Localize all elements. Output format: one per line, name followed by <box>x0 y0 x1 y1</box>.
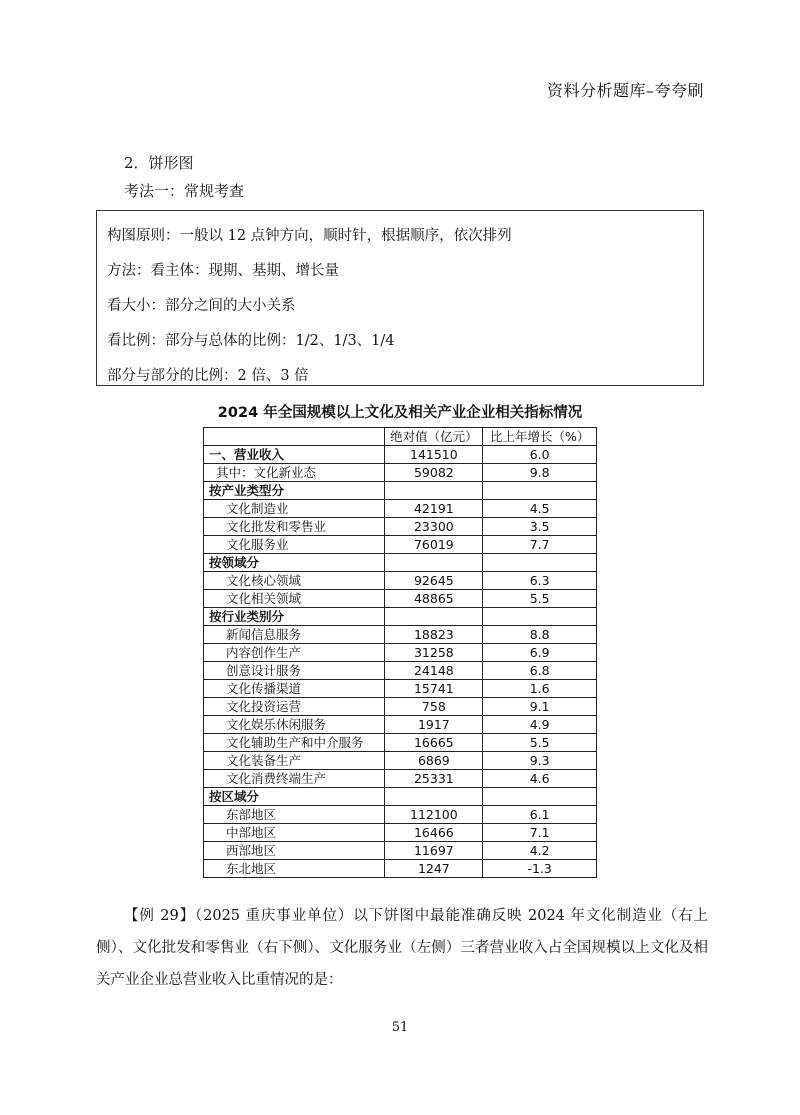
value-cell <box>385 788 483 806</box>
row-label-cell: 按区域分 <box>204 788 385 806</box>
growth-cell: 4.9 <box>483 716 597 734</box>
header-cell: 比上年增长（%） <box>483 428 597 446</box>
page-number: 51 <box>391 1020 409 1035</box>
table-row <box>204 536 597 554</box>
row-label-cell: 东北地区 <box>204 860 385 878</box>
value-cell: 112100 <box>385 806 483 824</box>
table-row <box>204 590 597 608</box>
row-label-cell: 西部地区 <box>204 842 385 860</box>
growth-cell: 6.1 <box>483 806 597 824</box>
value-cell: 15741 <box>385 680 483 698</box>
growth-cell: 5.5 <box>483 734 597 752</box>
header-title: 资料分析题库–夸夸刷 <box>546 81 704 100</box>
box-line: 方法：看主体：现期、基期、增长量 <box>107 263 339 279</box>
growth-cell: 7.7 <box>483 536 597 554</box>
row-label-cell: 按行业类别分 <box>204 608 385 626</box>
row-label-cell: 文化批发和零售业 <box>204 518 385 536</box>
table-row <box>204 842 597 860</box>
table-row <box>204 734 597 752</box>
growth-cell: 9.8 <box>483 464 597 482</box>
growth-cell: 7.1 <box>483 824 597 842</box>
box-line: 看大小：部分之间的大小关系 <box>107 298 296 314</box>
row-label-cell: 东部地区 <box>204 806 385 824</box>
growth-cell: 6.9 <box>483 644 597 662</box>
table-row <box>204 554 597 572</box>
table-row <box>204 752 597 770</box>
table-row <box>204 446 597 464</box>
table-row <box>204 572 597 590</box>
row-label-cell: 文化传播渠道 <box>204 680 385 698</box>
growth-cell <box>483 554 597 572</box>
row-label-cell: 内容创作生产 <box>204 644 385 662</box>
row-label-cell: 一、营业收入 <box>204 446 385 464</box>
growth-cell: 5.5 <box>483 590 597 608</box>
method-box <box>96 210 704 386</box>
header-cell <box>204 428 385 446</box>
table-header-row <box>204 428 597 446</box>
growth-cell: -1.3 <box>483 860 597 878</box>
growth-cell: 6.0 <box>483 446 597 464</box>
row-label-cell: 文化相关领域 <box>204 590 385 608</box>
row-label-cell: 文化制造业 <box>204 500 385 518</box>
row-label-cell: 文化核心领域 <box>204 572 385 590</box>
method-heading: 考法一：常规考查 <box>124 182 245 200</box>
table-row <box>204 806 597 824</box>
row-label-cell: 中部地区 <box>204 824 385 842</box>
growth-cell <box>483 608 597 626</box>
row-label-cell: 其中：文化新业态 <box>204 464 385 482</box>
value-cell: 23300 <box>385 518 483 536</box>
value-cell: 18823 <box>385 626 483 644</box>
value-cell: 48865 <box>385 590 483 608</box>
value-cell: 31258 <box>385 644 483 662</box>
value-cell: 59082 <box>385 464 483 482</box>
growth-cell: 4.6 <box>483 770 597 788</box>
growth-cell: 9.1 <box>483 698 597 716</box>
table-row <box>204 824 597 842</box>
table-row <box>204 680 597 698</box>
table-row <box>204 644 597 662</box>
value-cell <box>385 608 483 626</box>
value-cell: 141510 <box>385 446 483 464</box>
value-cell: 16665 <box>385 734 483 752</box>
row-label-cell: 文化消费终端生产 <box>204 770 385 788</box>
box-line: 部分与部分的比例：2 倍、3 倍 <box>107 368 309 384</box>
growth-cell: 4.5 <box>483 500 597 518</box>
row-label-cell: 文化装备生产 <box>204 752 385 770</box>
growth-cell: 1.6 <box>483 680 597 698</box>
table-row <box>204 464 597 482</box>
table-row <box>204 860 597 878</box>
growth-cell: 8.8 <box>483 626 597 644</box>
value-cell: 92645 <box>385 572 483 590</box>
row-label-cell: 文化服务业 <box>204 536 385 554</box>
value-cell <box>385 554 483 572</box>
header-cell: 绝对值（亿元） <box>385 428 483 446</box>
table-row <box>204 482 597 500</box>
growth-cell: 3.5 <box>483 518 597 536</box>
value-cell: 16466 <box>385 824 483 842</box>
growth-cell: 9.3 <box>483 752 597 770</box>
growth-cell: 4.2 <box>483 842 597 860</box>
row-label-cell: 文化娱乐休闲服务 <box>204 716 385 734</box>
value-cell: 25331 <box>385 770 483 788</box>
growth-cell: 6.3 <box>483 572 597 590</box>
growth-cell: 6.8 <box>483 662 597 680</box>
value-cell: 76019 <box>385 536 483 554</box>
growth-cell <box>483 482 597 500</box>
box-line: 构图原则：一般以 12 点钟方向，顺时针，根据顺序，依次排列 <box>107 228 512 244</box>
table-row <box>204 716 597 734</box>
row-label-cell: 按产业类型分 <box>204 482 385 500</box>
section-title: 2．饼形图 <box>124 154 194 172</box>
row-label-cell: 新闻信息服务 <box>204 626 385 644</box>
row-label-cell: 创意设计服务 <box>204 662 385 680</box>
table-row <box>204 770 597 788</box>
value-cell: 1917 <box>385 716 483 734</box>
row-label-cell: 文化辅助生产和中介服务 <box>204 734 385 752</box>
indicator-table <box>203 427 597 878</box>
row-label-cell: 按领域分 <box>204 554 385 572</box>
growth-cell <box>483 788 597 806</box>
table-row <box>204 698 597 716</box>
box-line: 看比例：部分与总体的比例：1/2、1/3、1/4 <box>107 333 395 349</box>
table-row <box>204 788 597 806</box>
table-row <box>204 500 597 518</box>
row-label-cell: 文化投资运营 <box>204 698 385 716</box>
table-row <box>204 626 597 644</box>
table-row <box>204 518 597 536</box>
value-cell: 24148 <box>385 662 483 680</box>
example-question: 【例 29】（2025 重庆事业单位）以下饼图中最能准确反映 2024 年文化制造业（右上侧）、文化批发和零售业（右下侧）、文化服务业（左侧）三者营业收入占全国规模以上文化及相关产业企业总营业收入比重情况的是： <box>96 908 708 988</box>
table-row <box>204 662 597 680</box>
table-title: 2024 年全国规模以上文化及相关产业企业相关指标情况 <box>217 405 583 421</box>
value-cell: 42191 <box>385 500 483 518</box>
value-cell: 11697 <box>385 842 483 860</box>
value-cell: 6869 <box>385 752 483 770</box>
value-cell <box>385 482 483 500</box>
table-row <box>204 608 597 626</box>
value-cell: 1247 <box>385 860 483 878</box>
value-cell: 758 <box>385 698 483 716</box>
